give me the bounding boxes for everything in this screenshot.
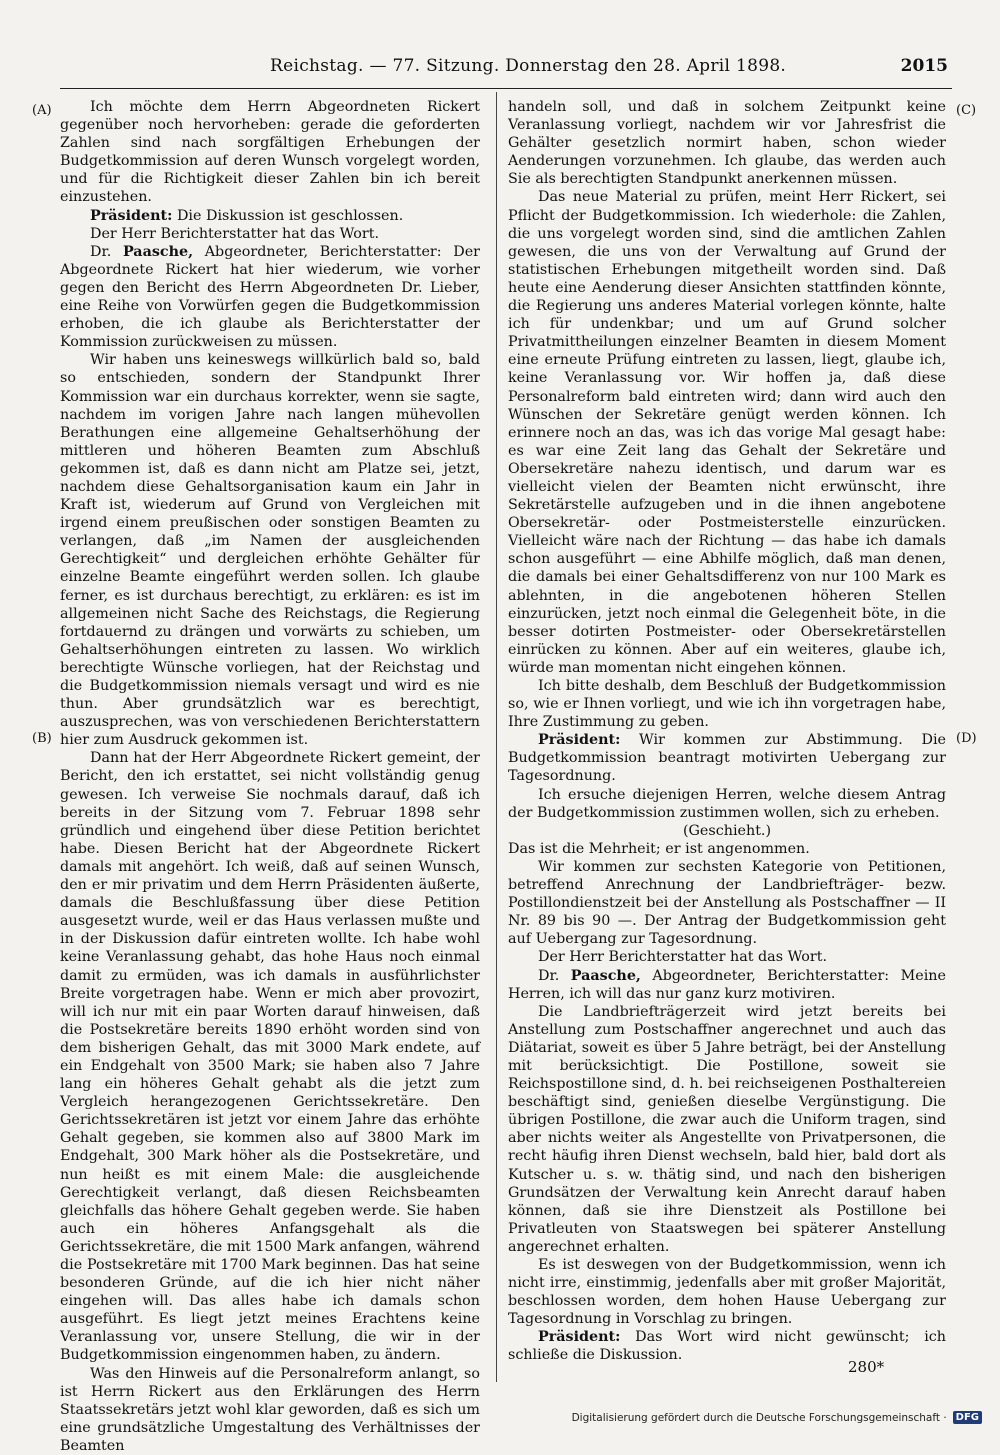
paragraph-text: Die Diskussion ist geschlossen. [172, 207, 404, 224]
digitization-footer [572, 1411, 982, 1424]
paragraph: Der Herr Berichterstatter hat das Wort. [90, 225, 380, 242]
paragraph: Der Herr Berichterstatter hat das Wort. [538, 949, 828, 966]
paragraph [508, 967, 946, 1003]
paragraph: Das neue Material zu prüfen, meint Herr Rickert, sei Pflicht der Budgetkommission. Ich wiederhole: die Zahlen, die uns vorgelegt worden sind, sind die amtlichen Zahlen gewesen, die uns von der Verwaltung auf Grund der statistischen Erhebungen mitgetheilt worden sind. Daß heute eine Aenderung dieser Ansichten stattfinden könnte, die Regierung uns anderes Material vorlegen könnte, halte ich für undenkbar; und um auf Grund solcher Privatmittheilungen einzelner Beamten in diesem Moment eine erneute Prüfung eintreten zu lassen, liegt, glaube ich, keine Veranlassung vor. Wir hoffen ja, daß diese Personalreform bald eintreten wird; dann wird auch den Wünschen der Sekretäre genügt werden können. Ich erinnere noch an das, was ich das vorige Mal gesagt habe: es war eine Zeit lang das Gehalt der Sekretäre und Obersekretäre nahezu identisch, und darum war es vielleicht vielen der Beamten nicht erwünscht, ihre Sekretärstelle aufzugeben und in die ihnen angebotene Obersekretär- oder Postmeisterstelle einzurücken. Vielleicht wäre nach der Richtung — das habe ich damals schon ausgeführt — eine Abhilfe möglich, daß man denen, die damals bei einer Gehaltsdifferenz von nur 100 Mark es ablehnten, in die angebotenen höheren Stellen einzurücken, jetzt noch einmal die Gelegenheit böte, in die besser dotirten Postmeister- oder Obersekretärstellen einrücken zu können. Aber auf ein weiteres, glaube ich, würde man momentan nicht eingehen können. [508, 189, 946, 676]
speaker-name: Präsident: [538, 732, 621, 749]
column-divider [496, 92, 497, 1382]
paragraph: Ich ersuche diejenigen Herren, welche diesem Antrag der Budgetkommission zustimmen wollen, sich zu erheben. [508, 786, 946, 821]
page-number: 2015 [900, 56, 948, 76]
title-prefix: Dr. [538, 967, 571, 984]
paragraph: Wir haben uns keineswegs willkürlich bald so, bald so entschieden, sondern der Standpunkt Ihrer Kommission war ein durchaus korrekter, wenn sie sagte, nachdem im vorigen Jahre nach langen mühevollen Berathungen eine allgemeine Gehaltserhöhung der mittleren und höheren Beamten zum Abschluß gekommen ist, daß es dann nicht am Platze sei, jetzt, nachdem diese Gehaltsorganisation kaum ein Jahr in Kraft ist, wiederum auf Grund von Vergleichen mit irgend einem preußischen oder sonstigen Beamten zu verlangen, daß „im Namen der ausgleichenden Gerechtigkeit“ und dergleichen erhöhte Gehälter für einzelne Beamte eingeführt werden sollen. Ich glaube ferner, es ist durchaus berechtigt, zu erklären: es ist im allgemeinen nicht Sache des Reichstags, die Regierung fortdauernd zu drängen und vorwärts zu schieben, um Gehaltserhöhungen eintreten zu lassen. Wo wirklich berechtigte Wünsche vorliegen, hat der Reichstag und die Budgetkommission niemals versagt und wird es nie thun. Aber grundsätzlich war es berechtigt, auszusprechen, was von verschiedenen Berichterstattern hier zum Ausdruck gekommen ist. [60, 352, 480, 749]
page-header [40, 52, 960, 80]
paragraph-text: Wir kommen zur Abstimmung. Die Budgetkommission beantragt motivirten Uebergang zur Tagesordnung. [508, 732, 946, 785]
paragraph: Ich möchte dem Herrn Abgeordneten Rickert gegenüber noch hervorheben: gerade die geforderten Zahlen sind nach sorgfältigen Erhebungen der Budgetkommission auf deren Wunsch vorgelegt worden, und für die Richtigkeit dieser Zahlen bin ich bereit einzustehen. [60, 99, 480, 206]
paragraph-text: Abgeordneter, Berichterstatter: Meine Herren, ich will das nur ganz kurz motiviren. [508, 967, 946, 1002]
left-column [60, 98, 480, 1455]
margin-mark-a: (A) [32, 103, 52, 118]
speaker-name: Präsident: [90, 207, 173, 224]
paragraph: Ich bitte deshalb, dem Beschluß der Budgetkommission so, wie er Ihnen vorliegt, und wie ich ihn vorgetragen habe, Ihre Zustimmung zu geben. [508, 678, 946, 731]
dfg-logo: DFG [953, 1411, 982, 1424]
header-title: Reichstag. — 77. Sitzung. Donnerstag den 28. April 1898. [270, 56, 787, 76]
speaker-name: Paasche, [122, 243, 194, 260]
margin-mark-d: (D) [956, 731, 977, 746]
speaker-name: Präsident: [538, 1329, 621, 1346]
paragraph-text: Das Wort wird nicht gewünscht; ich schließe die Diskussion. [508, 1329, 946, 1364]
margin-mark-c: (C) [956, 103, 977, 118]
paragraph: handeln soll, und daß in solchem Zeitpunkt keine Veranlassung vorliegt, nachdem wir vor Jahresfrist die Gehälter gesetzlich normirt haben, schon wieder Aenderungen vorzunehmen. Ich glaube, das werden auch Sie als berechtigten Standpunkt anerkennen müssen. [508, 99, 946, 188]
speaker-name: Paasche, [570, 967, 641, 984]
paragraph [60, 207, 480, 225]
signature-mark: 280* [848, 1358, 885, 1376]
right-column [508, 98, 946, 1365]
paragraph: Die Landbriefträgerzeit wird jetzt bereits bei Anstellung zum Postschaffner angerechnet und auch das Diätariat, soweit es über 5 Jahre beträgt, bei der Anstellung mit berücksichtigt. Die Postillone, soweit sie Reichspostillone sind, d. h. bei reichseigenen Posthaltereien beschäftigt sind, genießen dieselbe Vergünstigung. Die übrigen Postillone, die zwar auch die Uniform tragen, sind aber nichts weiter als Angestellte von Privatpersonen, die recht häufig ihren Dienst wechseln, bald hier, bald dort als Kutscher u. s. w. thätig sind, und nach den bisherigen Grundsätzen der Verwaltung kein Anrecht darauf haben können, daß sie ihre Dienstzeit als Postillone bei Privatleuten von Staatswegen bei späterer Anstellung angerechnet erhalten. [508, 1003, 946, 1255]
paragraph [508, 731, 946, 785]
header-rule [60, 88, 952, 89]
title-prefix: Dr. [90, 243, 123, 260]
paragraph: Wir kommen zur sechsten Kategorie von Petitionen, betreffend Anrechnung der Landbriefträger- bezw. Postillondienstzeit bei der Anstellung als Postschaffner — II Nr. 89 bis 90 —. Der Antrag der Budgetkommission geht auf Uebergang zur Tagesordnung. [508, 858, 946, 948]
paragraph [60, 243, 480, 352]
paragraph: Es ist deswegen von der Budgetkommission, wenn ich nicht irre, einstimmig, jedenfalls aber mit großer Majorität, beschlossen worden, dem hohen Hause Uebergang zur Tagesordnung in Vorschlag zu bringen. [508, 1257, 946, 1328]
paragraph: Dann hat der Herr Abgeordnete Rickert gemeint, der Bericht, den ich erstattet, sei nicht vollständig genug gewesen. Ich verweise Sie nochmals darauf, daß ich bereits in der Sitzung vom 7. Februar 1898 sehr gründlich und eingehend über diese Petition berichtet habe. Diesen Bericht hat der Abgeordnete Rickert damals mit angehört. Ich weiß, daß auf seinen Wunsch, den er mir privatim und dem Herrn Präsidenten äußerte, damals die Beschlußfassung über diese Petition ausgesetzt wurde, weil er das Haus verlassen mußte und in der Diskussion dafür eintreten wollte. Ich habe wohl keine Veranlassung gehabt, das hohe Haus noch einmal damit zu ermüden, was ich damals in ausführlichster Breite vorgetragen habe. Wenn er mich aber provozirt, will ich nur mit ein paar Worten darauf hinweisen, daß die Postsekretäre bereits 1890 erhöht worden sind von dem bisherigen Gehalt, das mit 3000 Mark endete, auf ein Endgehalt von 3500 Mark; sie haben also 7 Jahre lang ein höheres Gehalt gehabt als die jetzt zum Vergleich herangezogenen Gerichtssekretäre. Den Gerichtssekretären ist jetzt vor einem Jahre das erhöhte Gehalt gegeben, sie kommen also auf 3800 Mark im Endgehalt, 300 Mark höher als die Postsekretäre, und nun heißt es mit einem Male: die ausgleichende Gerechtigkeit verlangt, daß diesen Reichsbeamten gleichfalls das höhere Gehalt gegeben werde. Sie haben auch ein höheres Anfangsgehalt als die Gerichtssekretäre, die mit 1500 Mark anfangen, während die Postsekretäre mit 1700 Mark beginnen. Das hat seine besonderen Gründe, auf die ich hier nicht näher eingehen will. Das alles habe ich damals schon ausgeführt. Es liegt jetzt meines Erachtens keine Veranlassung vor, unsere Stellung, die wir in der Budgetkommission eingenommen haben, zu ändern. [60, 750, 480, 1364]
paragraph: Was den Hinweis auf die Personalreform anlangt, so ist Herrn Rickert aus den Erklärungen des Herrn Staatssekretärs jetzt wohl klar geworden, daß es sich um eine grundsätzliche Umgestaltung des Verhältnisses der Beamten [60, 1365, 480, 1454]
stage-direction: (Geschieht.) [682, 822, 772, 839]
paragraph-text: Abgeordneter, Berichterstatter: Der Abgeordnete Rickert hat hier wiederum, wie vorher gegen den Bericht des Herrn Abgeordneten Dr. Lieber, eine Reihe von Vorwürfen gegen die Budgetkommission erhoben, die ich glaube als Berichterstatter der Kommission zurückweisen zu müssen. [60, 243, 480, 351]
footer-text: Digitalisierung gefördert durch die Deutsche Forschungsgemeinschaft · [571, 1411, 947, 1424]
margin-mark-b: (B) [32, 731, 52, 746]
paragraph: Das ist die Mehrheit; er ist angenommen. [508, 840, 810, 857]
